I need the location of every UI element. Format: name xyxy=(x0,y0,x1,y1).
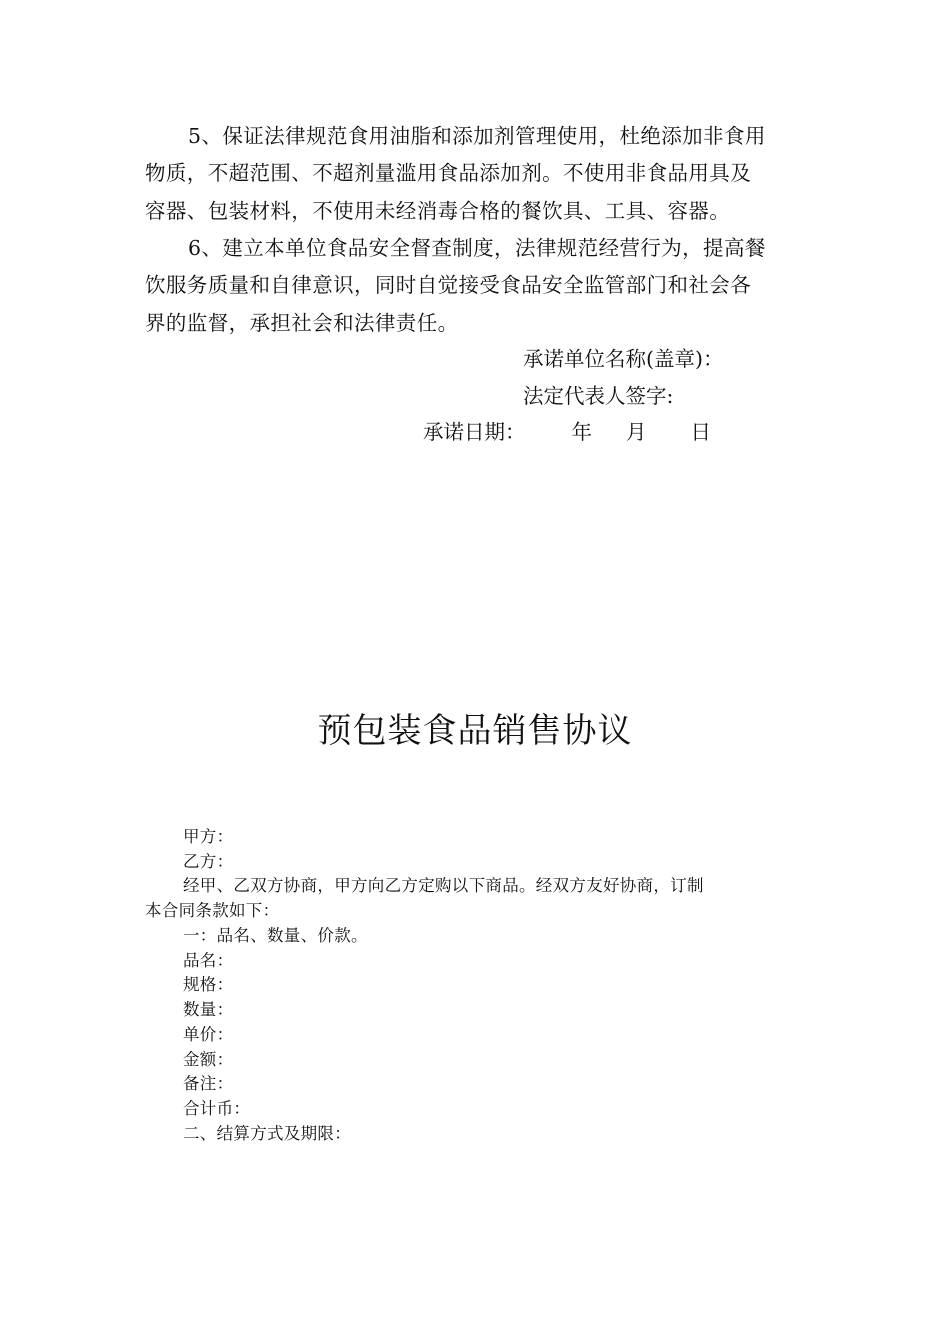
pledge-date-label: 承诺日期： xyxy=(423,420,526,444)
pledge-date-month: 月 xyxy=(626,420,647,444)
agreement-intro-line-1: 经甲、乙双方协商，甲方向乙方定购以下商品。经双方友好协商，订制 xyxy=(183,876,704,895)
agreement-section-2-heading: 二、结算方式及期限： xyxy=(183,1124,351,1143)
pledge-date-line xyxy=(423,414,711,451)
agreement-party-b: 乙方： xyxy=(183,852,234,871)
pledge-clause-5-line-1: 5、保证法律规范食用油脂和添加剂管理使用，杜绝添加非食用 xyxy=(188,124,766,148)
agreement-total: 合计币： xyxy=(183,1099,251,1118)
agreement-field-quantity: 数量： xyxy=(183,1000,234,1019)
pledge-clause-6-line-2: 饮服务质量和自律意识，同时自觉接受食品安全监管部门和社会各 xyxy=(145,273,752,297)
agreement-section-1-heading: 一：品名、数量、价款。 xyxy=(183,926,368,945)
agreement-field-unit-price: 单价： xyxy=(183,1025,234,1044)
pledge-date-day: 日 xyxy=(690,420,711,444)
pledge-clause-5-line-2: 物质，不超范围、不超剂量滥用食品添加剂。不使用非食品用具及 xyxy=(145,161,752,185)
agreement-field-product-name: 品名： xyxy=(183,951,234,970)
pledge-clause-6-line-3: 界的监督，承担社会和法律责任。 xyxy=(145,311,459,335)
pledge-date-year: 年 xyxy=(571,420,592,444)
pledge-clause-5-line-3: 容器、包装材料，不使用未经消毒合格的餐饮具、工具、容器。 xyxy=(145,199,731,223)
pledge-clause-6-line-1: 6、建立本单位食品安全督查制度，法律规范经营行为，提高餐 xyxy=(188,236,766,260)
agreement-intro-line-2: 本合同条款如下： xyxy=(145,901,280,920)
agreement-field-specification: 规格： xyxy=(183,975,234,994)
agreement-title: 预包装食品销售协议 xyxy=(317,711,633,751)
agreement-party-a: 甲方： xyxy=(183,827,234,846)
pledge-legal-rep-label: 法定代表人签字: xyxy=(523,384,674,408)
agreement-field-remarks: 备注： xyxy=(183,1074,234,1093)
agreement-field-amount: 金额： xyxy=(183,1050,234,1069)
pledge-unit-name-label: 承诺单位名称(盖章)： xyxy=(523,347,724,371)
